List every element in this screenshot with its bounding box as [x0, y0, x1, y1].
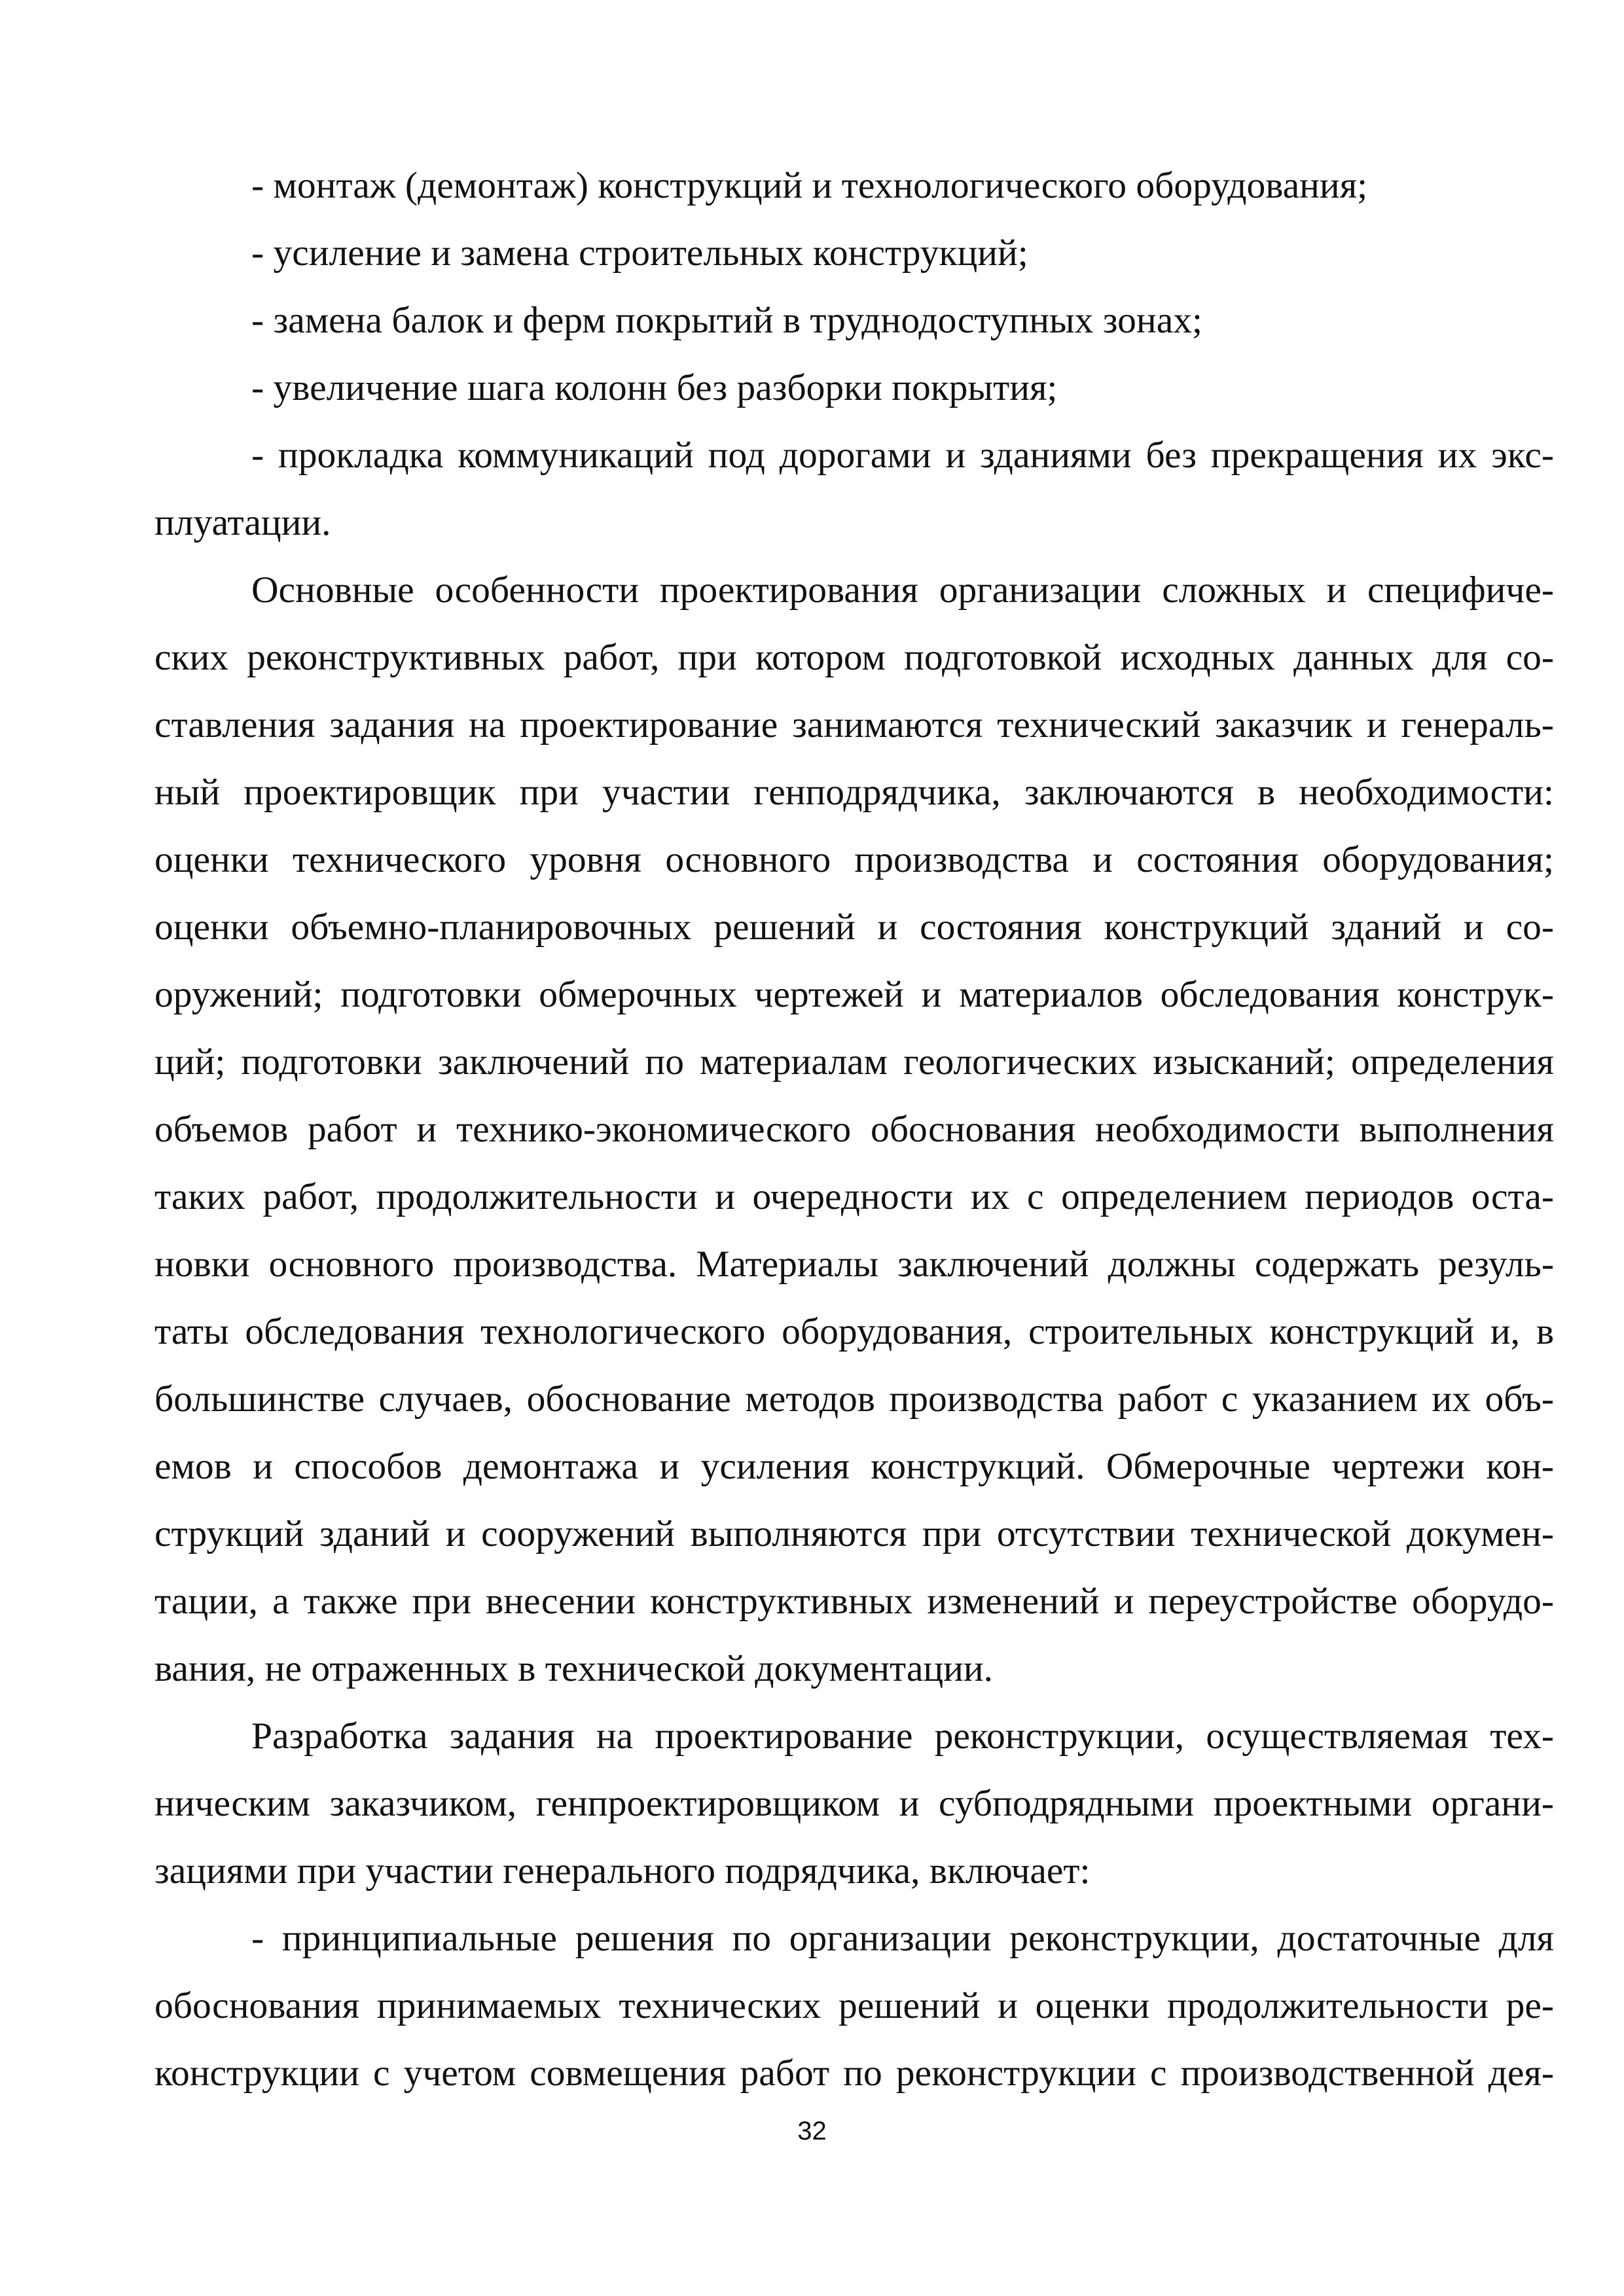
text-line: оценки объемно-планировочных решений и состояния конструкций зданий и со-: [154, 906, 1554, 948]
list-item-column-spacing: - увеличение шага колонн без разборки покрытия;: [251, 367, 1058, 408]
text-line: ный проектировщик при участии генподрядчика, заключаются в необходимости:: [154, 772, 1554, 813]
text-line: вания, не отраженных в технической документации.: [154, 1648, 994, 1689]
list-item-utilities: - прокладка коммуникаций под дорогами и зданиями без прекращения их экс-: [251, 435, 1554, 476]
text-line: ций; подготовки заключений по материалам геологических изысканий; определения: [154, 1041, 1554, 1083]
text-line: обоснования принимаемых технических решений и оценки продолжительности ре-: [154, 1985, 1554, 2026]
page-number: 32: [797, 2117, 827, 2145]
text-line: зациями при участии генерального подрядчика, включает:: [154, 1850, 1091, 1892]
list-item-mounting: - монтаж (демонтаж) конструкций и технологического оборудования;: [251, 165, 1368, 206]
text-line: объемов работ и технико-экономического обоснования необходимости выполнения: [154, 1109, 1554, 1150]
list-item-reinforcement: - усиление и замена строительных конструкций;: [251, 232, 1028, 274]
body-text: [154, 152, 1554, 2107]
text-line: струкций зданий и сооружений выполняются при отсутствии технической докумен-: [154, 1513, 1554, 1554]
text-line: конструкции с учетом совмещения работ по реконструкции с производственной дея-: [154, 2053, 1554, 2094]
text-line: большинстве случаев, обоснование методов производства работ с указанием их объ-: [154, 1378, 1554, 1420]
list-item-beam-replacement: - замена балок и ферм покрытий в труднодоступных зонах;: [251, 300, 1202, 341]
text-line: оценки технического уровня основного производства и состояния оборудования;: [154, 839, 1554, 880]
text-line: таких работ, продолжительности и очередности их с определением периодов оста-: [154, 1176, 1554, 1217]
text-line: плуатации.: [154, 502, 331, 543]
text-line: емов и способов демонтажа и усиления конструкций. Обмерочные чертежи кон-: [154, 1446, 1554, 1487]
text-line: новки основного производства. Материалы заключений должны содержать резуль-: [154, 1244, 1554, 1285]
text-line: ническим заказчиком, генпроектировщиком и субподрядными проектными органи-: [154, 1783, 1554, 1824]
text-line: ставления задания на проектирование занимаются технический заказчик и генераль-: [154, 704, 1554, 745]
text-line: ских реконструктивных работ, при котором подготовкой исходных данных для со-: [154, 637, 1554, 678]
paragraph-start: Основные особенности проектирования организации сложных и специфиче-: [251, 569, 1554, 611]
text-line: тации, а также при внесении конструктивных изменений и переустройстве оборудо-: [154, 1581, 1554, 1622]
text-line: таты обследования технологического оборудования, строительных конструкций и, в: [154, 1311, 1554, 1352]
text-line: оружений; подготовки обмерочных чертежей и материалов обследования конструк-: [154, 974, 1554, 1015]
paragraph-start: Разработка задания на проектирование реконструкции, осуществляемая тех-: [251, 1715, 1554, 1757]
list-item-principal-decisions: - принципиальные решения по организации реконструкции, достаточные для: [251, 1918, 1554, 1959]
